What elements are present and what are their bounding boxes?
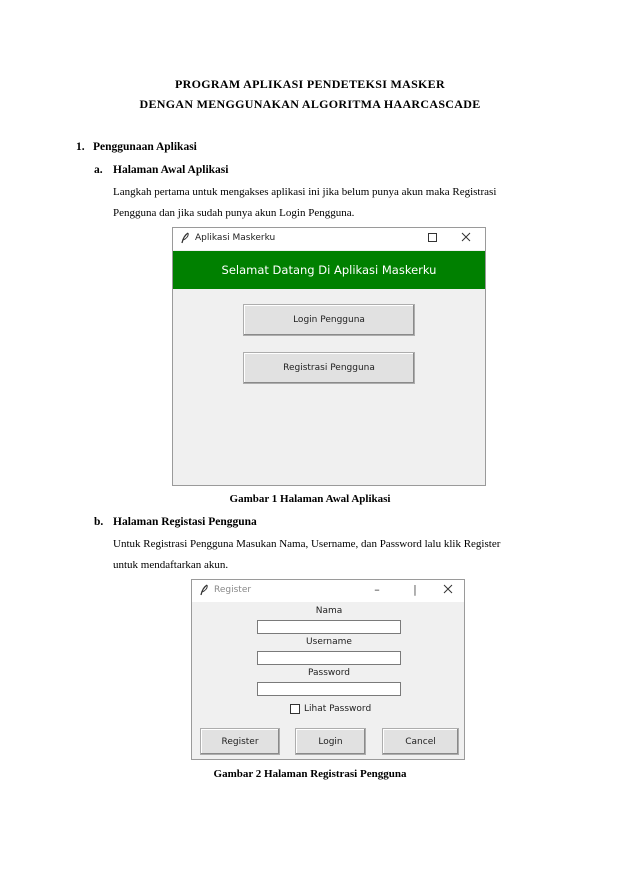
close-icon[interactable] [459,232,473,245]
window-title: Register [214,585,252,595]
titlebar [173,228,485,250]
login-pengguna-button[interactable] [243,304,415,336]
password-label: Password [307,668,351,678]
show-password-checkbox-row[interactable] [290,704,371,714]
app-window-main [172,227,486,486]
cancel-button-label: Cancel [405,736,436,747]
section1-title: Penggunaan Aplikasi [93,141,197,153]
sub-b-letter: b. [94,516,104,528]
show-password-checkbox[interactable] [290,704,300,714]
titlebar [192,580,464,602]
show-password-label: Lihat Password [304,704,372,714]
login-pengguna-label: Login Pengguna [293,315,365,325]
welcome-banner [173,251,485,289]
maximize-icon[interactable] [425,232,439,245]
register-button[interactable] [200,728,280,755]
minimize-icon[interactable]: – [374,583,380,596]
sub-b-title: Halaman Registasi Pengguna [113,516,257,528]
sub-b-paragraph-line2: untuk mendaftarkan akun. [113,559,229,571]
window-title: Aplikasi Maskerku [195,233,276,243]
caption-figure1: Gambar 1 Halaman Awal Aplikasi [229,493,391,505]
cancel-button[interactable] [382,728,459,755]
registrasi-pengguna-button[interactable] [243,352,415,384]
sub-b-paragraph-line1: Untuk Registrasi Pengguna Masukan Nama, Username, dan Password lalu klik Register [113,538,501,550]
username-input[interactable] [257,651,401,665]
doc-title-line2: DENGAN MENGGUNAKAN ALGORITMA HAARCASCADE [139,97,481,111]
sub-a-letter: a. [94,164,103,176]
login-button-label: Login [318,736,343,747]
feather-icon [199,584,209,599]
registrasi-pengguna-label: Registrasi Pengguna [283,363,375,373]
nama-label: Nama [315,606,343,616]
caption-figure2: Gambar 2 Halaman Registrasi Pengguna [213,768,407,780]
nama-input[interactable] [257,620,401,634]
welcome-text: Selamat Datang Di Aplikasi Maskerku [221,263,437,277]
maximize-icon[interactable]: | [413,583,417,596]
feather-icon [180,232,190,247]
sub-a-title: Halaman Awal Aplikasi [113,164,229,176]
register-window [191,579,465,760]
username-label: Username [306,637,352,647]
close-icon[interactable] [441,584,455,597]
doc-title-line1: PROGRAM APLIKASI PENDETEKSI MASKER [175,77,445,91]
login-button[interactable] [295,728,366,755]
sub-a-paragraph-line1: Langkah pertama untuk mengakses aplikasi ini jika belum punya akun maka Registrasi [113,186,497,198]
password-input[interactable] [257,682,401,696]
register-button-label: Register [221,736,259,747]
section1-number: 1. [76,141,85,153]
sub-a-paragraph-line2: Pengguna dan jika sudah punya akun Login Pengguna. [113,207,355,219]
